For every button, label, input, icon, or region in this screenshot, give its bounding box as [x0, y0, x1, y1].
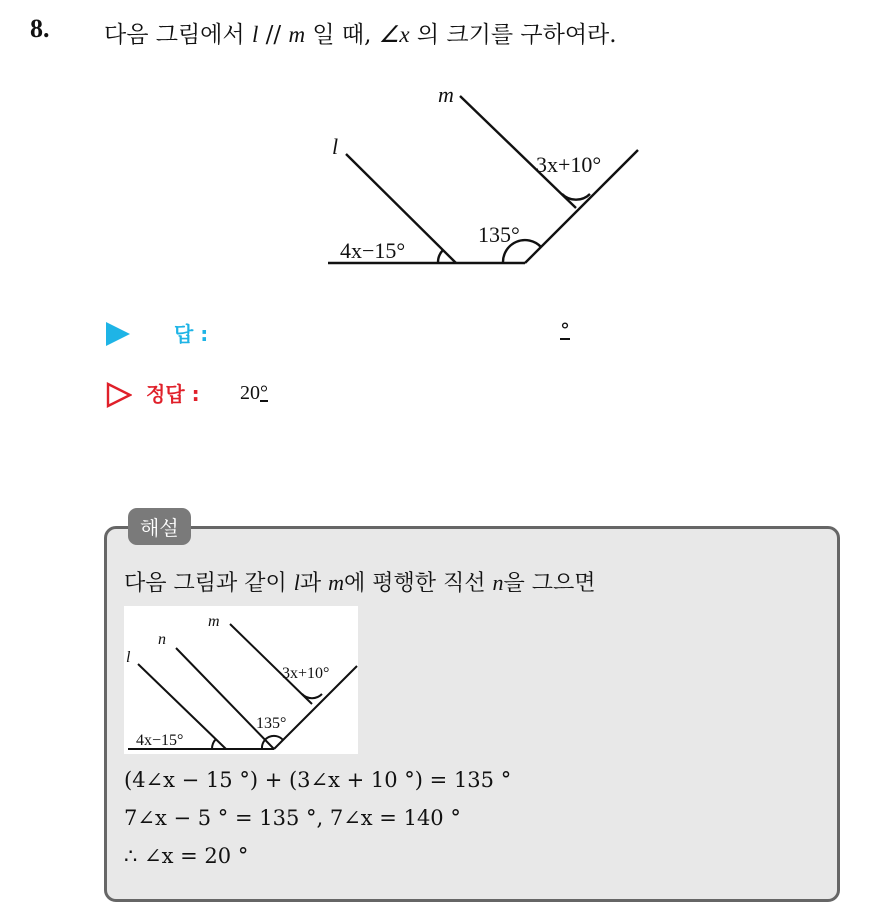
sol-label-l: l	[126, 649, 131, 666]
equation-line-3: ∴ ∠x = 20 °	[124, 844, 249, 868]
play-outline-icon	[106, 382, 132, 408]
question-number: 8.	[30, 14, 50, 43]
sol-line-m	[230, 624, 312, 704]
solution-figure	[124, 606, 358, 754]
angle-mid-label: 135°	[478, 222, 520, 247]
label-m: m	[438, 82, 454, 107]
label-l: l	[332, 134, 339, 159]
answer-label: 답 :	[174, 322, 209, 346]
arc-left	[438, 250, 443, 263]
solution-intro-3: 에 평행한 직선	[344, 571, 493, 596]
correct-unit: °	[260, 382, 268, 404]
answer-unit: °	[560, 318, 570, 342]
sol-angle-top-label: 3x+10°	[282, 665, 330, 682]
angle-x: ∠x	[378, 22, 410, 47]
correct-number: 20	[240, 382, 260, 404]
question-text-mid: 일 때,	[305, 22, 379, 48]
equation-line-2: 7∠x − 5 ° = 135 °, 7∠x = 140 °	[124, 806, 461, 830]
solution-var-l: l	[293, 570, 300, 595]
question-figure	[320, 82, 640, 272]
sol-label-n: n	[158, 631, 166, 648]
parallel-symbol: //	[258, 22, 289, 48]
angle-top-label: 3x+10°	[536, 152, 602, 177]
sol-angle-left-label: 4x−15°	[136, 732, 184, 749]
solution-var-m: m	[328, 570, 345, 595]
angle-left-label: 4x−15°	[340, 238, 406, 263]
solution-var-n: n	[492, 570, 504, 595]
equation-line-1: (4∠x − 15 °) + (3∠x + 10 °) = 135 °	[124, 768, 512, 792]
sol-arc-left	[212, 739, 216, 749]
solution-intro	[124, 566, 596, 597]
solution-tag: 해설	[128, 508, 191, 545]
correct-value	[240, 382, 268, 405]
sol-angle-mid-label: 135°	[256, 715, 287, 732]
var-m: m	[288, 22, 306, 47]
var-l: l	[251, 22, 259, 47]
play-icon	[106, 322, 130, 346]
question-text-before: 다음 그림에서	[104, 22, 252, 48]
question-text-after: 의 크기를 구하여라.	[409, 22, 617, 48]
answer-row	[106, 318, 706, 352]
correct-label: 정답 :	[146, 382, 200, 406]
solution-intro-2: 과	[299, 571, 329, 596]
sol-line-n	[176, 648, 274, 749]
sol-label-m: m	[208, 613, 220, 630]
question-text	[104, 16, 617, 49]
correct-answer-row	[106, 376, 506, 412]
solution-intro-1: 다음 그림과 같이	[124, 571, 294, 596]
solution-intro-4: 을 그으면	[503, 571, 596, 596]
